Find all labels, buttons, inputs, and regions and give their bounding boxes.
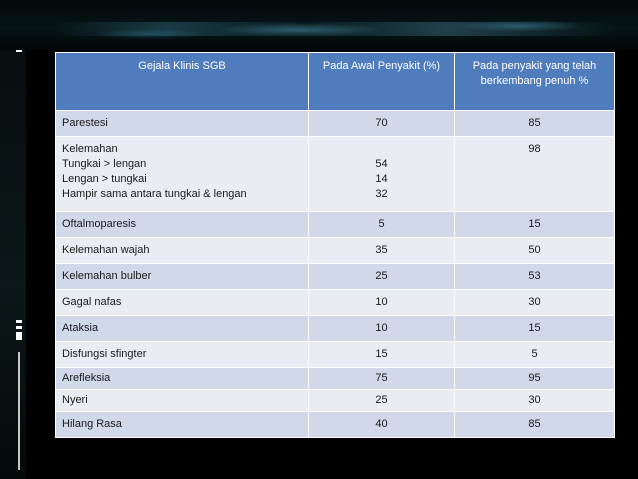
header-symptom: Gejala Klinis SGB [56,53,309,111]
full-cell: 98 [455,137,615,212]
bottom-decoration-lines [16,320,22,343]
header-full: Pada penyakit yang telah berkembang penuh % [455,53,615,111]
table-row [56,412,615,438]
early-cell: 5 [309,212,455,238]
full-cell: 30 [455,290,615,316]
symptoms-table [55,52,615,438]
symptom-line: Hampir sama antara tungkai & lengan [62,188,247,200]
full-cell: 5 [455,342,615,368]
symptom-cell: Gagal nafas [56,290,309,316]
symptom-cell: Oftalmoparesis [56,212,309,238]
early-line: 14 [375,173,388,185]
banner-streak [55,22,615,36]
symptom-cell: Disfungsi sfingter [56,342,309,368]
full-cell: 30 [455,390,615,412]
full-cell: 15 [455,212,615,238]
table-header-row [56,53,615,111]
table-row [56,238,615,264]
early-cell: 15 [309,342,455,368]
early-cell: 70 [309,111,455,137]
full-cell: 15 [455,316,615,342]
early-cell: 25 [309,390,455,412]
table-row [56,290,615,316]
early-cell: 75 [309,368,455,390]
table-row [56,390,615,412]
symptom-cell: Hilang Rasa [56,412,309,438]
full-cell: 53 [455,264,615,290]
full-cell: 95 [455,368,615,390]
symptom-line: Tungkai > lengan [62,158,147,170]
table-row [56,264,615,290]
early-cell: 35 [309,238,455,264]
table-row [56,137,615,212]
symptom-cell: Nyeri [56,390,309,412]
vertical-decoration-line [18,352,20,470]
table-row [56,111,615,137]
header-early: Pada Awal Penyakit (%) [309,53,455,111]
table-row [56,368,615,390]
early-cell: 10 [309,316,455,342]
table-row [56,316,615,342]
decoration-line [16,326,22,329]
left-accent-bar [0,0,26,479]
symptom-cell: Arefleksia [56,368,309,390]
early-cell: 40 [309,412,455,438]
symptom-line: Lengan > tungkai [62,173,147,185]
symptom-cell: Ataksia [56,316,309,342]
full-cell: 85 [455,111,615,137]
symptom-cell: Parestesi [56,111,309,137]
symptom-line: Kelemahan [62,143,118,155]
early-cell: 25 [309,264,455,290]
symptom-cell: Kelemahan bulber [56,264,309,290]
table-row [56,212,615,238]
decoration-line [16,320,22,323]
full-cell: 85 [455,412,615,438]
top-banner [0,0,638,50]
symptom-cell: Kelemahan wajah [56,238,309,264]
early-cell [309,137,455,212]
full-cell: 50 [455,238,615,264]
early-line: 54 [375,158,388,170]
early-line: 32 [375,188,388,200]
early-cell: 10 [309,290,455,316]
symptom-cell [56,137,309,212]
decoration-line [16,332,22,340]
table-row [56,342,615,368]
